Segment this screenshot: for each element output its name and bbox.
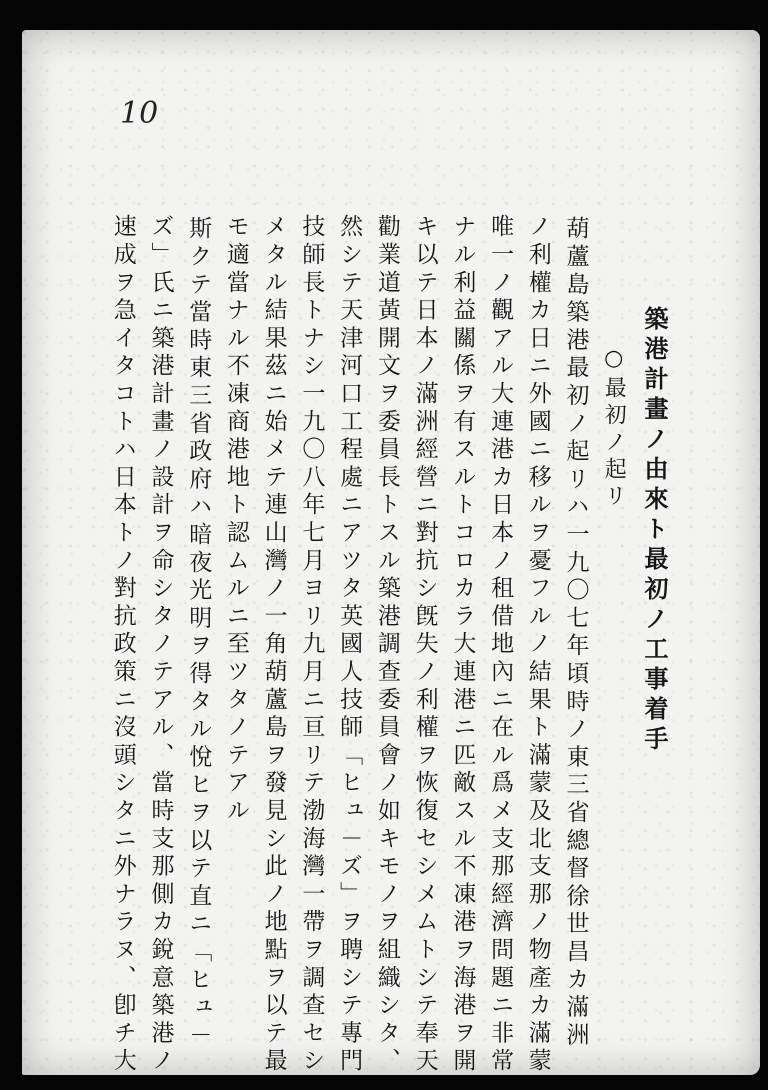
text-column-3: 唯一ノ觀アル大連港カ日本ノ租借地內ニ在ル爲メ支那經濟問題ニ非常 bbox=[487, 214, 514, 1076]
text-column-2: ノ利權カ日ニ外國ニ移ルヲ憂フルノ結果ト滿蒙及北支那ノ物產カ滿蒙 bbox=[524, 214, 551, 1076]
text-column-8: 技師長トナシ一九〇八年七月ヨリ九月ニ亘リテ渤海灣一帶ヲ調查セシ bbox=[298, 214, 325, 1076]
text-column-10: モ適當ナル不凍商港地ト認ムルニ至ツタノテアル bbox=[222, 214, 249, 826]
page-number: 10 bbox=[120, 96, 159, 131]
text-column-4: ナル利益關係ヲ有スルトコロカラ大連港ニ匹敵スル不凍港ヲ海港ヲ開 bbox=[449, 214, 476, 1076]
text-column-12: ズ」氏ニ築港計畫ノ設計ヲ命シタノテアル、當時支那側カ銳意築港ノ bbox=[147, 214, 174, 1076]
text-column-5: キ以テ日本ノ滿洲經營ニ對抗シ旣失ノ利權ヲ恢復セシメムトシテ奉天 bbox=[411, 214, 438, 1076]
text-column-13: 速成ヲ急イタコトハ日本トノ對抗政策ニ沒頭シタニ外ナラヌ、卽チ大 bbox=[109, 214, 136, 1076]
vertical-text-block bbox=[96, 186, 669, 1076]
text-column-7: 然シテ天津河口工程處ニアツタ英國人技師「ヒュ－ズ」ヲ聘シテ專門 bbox=[336, 214, 363, 1076]
text-column-1: 葫蘆島築港最初ノ起リハ一九〇七年頃時ノ東三省總督徐世昌カ滿洲 bbox=[562, 216, 589, 1050]
text-column-9: メタル結果茲ニ始メテ連山灣ノ一角葫蘆島ヲ發見シ此ノ地點ヲ以テ最 bbox=[260, 214, 287, 1076]
section-subtitle: ○最初ノ起リ bbox=[601, 346, 627, 511]
text-column-11: 斯クテ當時東三省政府ハ暗夜光明ヲ得タル悅ヒヲ以テ直ニ「ヒュ－ bbox=[185, 216, 212, 1050]
section-title: 築港計畫ノ由來ト最初ノ工事着手 bbox=[640, 306, 669, 756]
text-column-6: 勸業道黃開文ヲ委員長トスル築港調查委員會ノ如キモノヲ組織シタ、 bbox=[373, 214, 400, 1076]
